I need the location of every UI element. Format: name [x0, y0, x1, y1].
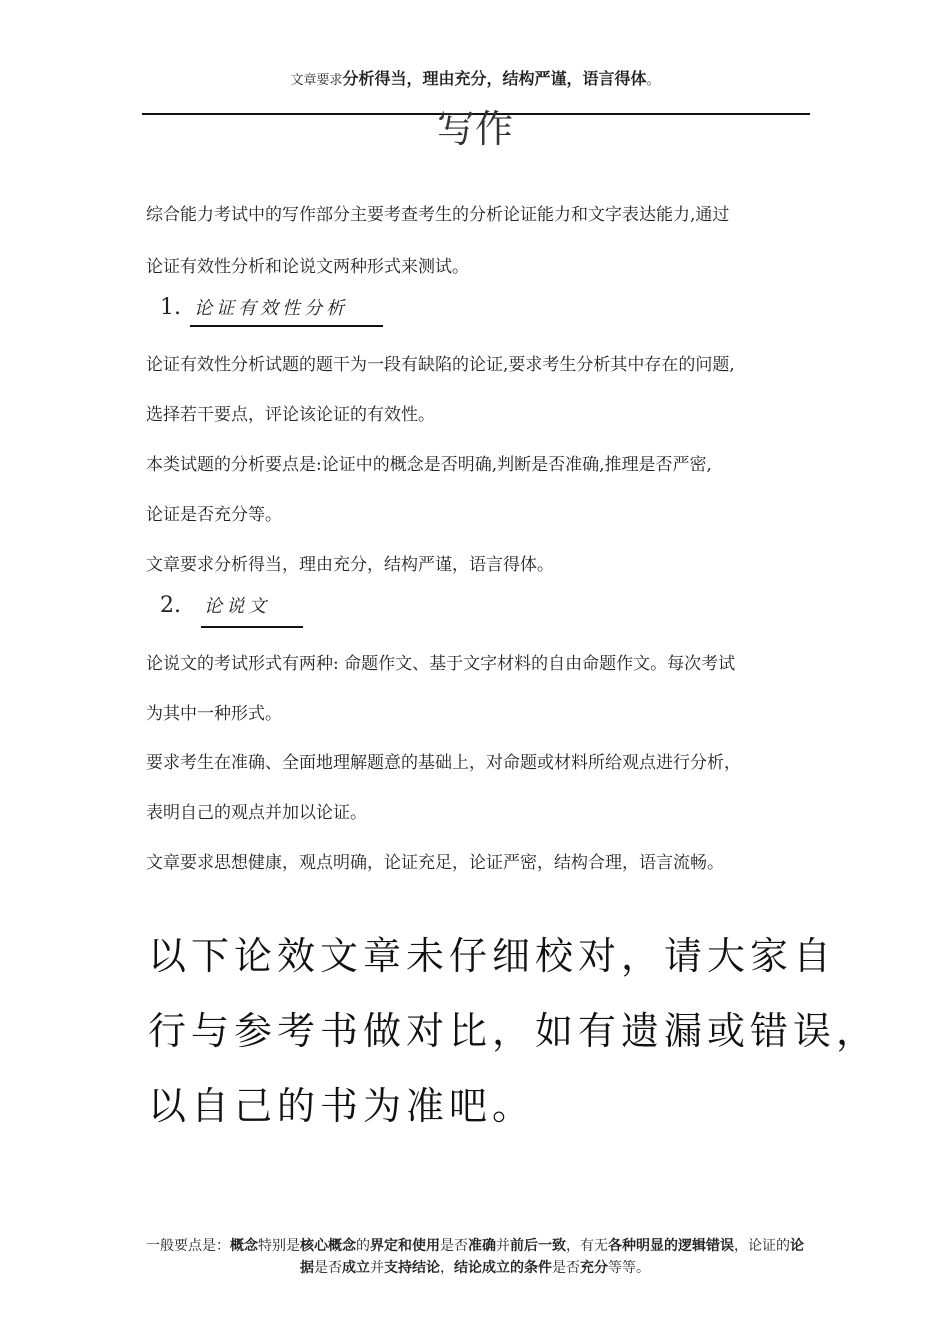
section-2-line-2: 为其中一种形式。: [146, 704, 282, 724]
page-footer: [140, 1235, 810, 1279]
section-2-line-5: 文章要求思想健康，观点明确，论证充足，论证严密，结构合理，语言流畅。: [146, 853, 724, 873]
footer-bold-term: 充分: [580, 1260, 608, 1276]
footer-bold-term: 论据: [300, 1238, 804, 1276]
footer-text: 是否: [440, 1238, 468, 1254]
footer-bold-term: 核心概念: [300, 1238, 356, 1254]
header-suffix: 。: [646, 73, 660, 88]
section-2-label: 论说文: [204, 596, 271, 617]
section-1-line-2: 选择若干要点，评论该论证的有效性。: [146, 405, 435, 425]
footer-text: 一般要点是：: [146, 1238, 230, 1254]
section-1-line-5: 文章要求分析得当，理由充分，结构严谨，语言得体。: [146, 555, 554, 575]
header-prefix: 文章要求: [290, 73, 343, 88]
section-2-underline: [201, 626, 303, 628]
section-1-line-4: 论证是否充分等。: [146, 505, 282, 525]
section-1-label: 论证有效性分析: [194, 298, 349, 319]
page-header: [0, 66, 950, 89]
footer-text: 并: [370, 1260, 384, 1276]
footer-text: 是否: [314, 1260, 342, 1276]
section-1-number: 1.: [160, 295, 181, 320]
intro-line-2: 论证有效性分析和论说文两种形式来测试。: [146, 257, 469, 277]
intro-line-1: 综合能力考试中的写作部分主要考查考生的分析论证能力和文字表达能力,通过: [146, 205, 730, 225]
notice-line-2: 行与参考书做对比，如有遗漏或错误，: [148, 1009, 880, 1053]
footer-text: ，有无: [566, 1238, 608, 1254]
footer-text: 特别是: [258, 1238, 300, 1254]
footer-text: 并: [496, 1238, 510, 1254]
section-2-line-3: 要求考生在准确、全面地理解题意的基础上，对命题或材料所给观点进行分析，: [146, 753, 741, 773]
page-title: 写作: [436, 107, 513, 151]
notice-line-3: 以自己的书为准吧。: [148, 1084, 536, 1128]
section-2-heading: [160, 592, 270, 618]
footer-bold-term: 前后一致: [510, 1238, 566, 1254]
footer-bold-term: 概念: [230, 1238, 258, 1254]
footer-bold-term: 准确: [468, 1238, 496, 1254]
section-2-line-4: 表明自己的观点并加以论证。: [146, 803, 367, 823]
footer-text: 是否: [552, 1260, 580, 1276]
section-1-line-3: 本类试题的分析要点是:论证中的概念是否明确,判断是否准确,推理是否严密,: [146, 455, 712, 475]
section-2-line-1: 论说文的考试形式有两种: 命题作文、基于文字材料的自由命题作文。每次考试: [146, 654, 736, 674]
notice-line-1: 以下论效文章未仔细校对，请大家自: [148, 934, 837, 978]
footer-bold-term: 结论成立的条件: [454, 1260, 552, 1276]
footer-bold-term: 支持结论: [384, 1260, 440, 1276]
footer-text: 的: [356, 1238, 370, 1254]
footer-bold-term: 成立: [342, 1260, 370, 1276]
header-bold-text: 分析得当，理由充分，结构严谨，语言得体: [342, 69, 647, 88]
footer-bold-term: 各种明显的逻辑错误: [608, 1238, 734, 1254]
section-2-number: 2.: [160, 593, 181, 618]
footer-text: ，论证的: [734, 1238, 790, 1254]
footer-text: ，: [440, 1260, 454, 1276]
section-1-heading: [160, 294, 348, 320]
section-1-underline: [190, 325, 383, 327]
footer-bold-term: 界定和使用: [370, 1238, 440, 1254]
footer-text: 等等。: [608, 1260, 650, 1276]
section-1-line-1: 论证有效性分析试题的题干为一段有缺陷的论证,要求考生分析其中存在的问题,: [146, 355, 735, 375]
